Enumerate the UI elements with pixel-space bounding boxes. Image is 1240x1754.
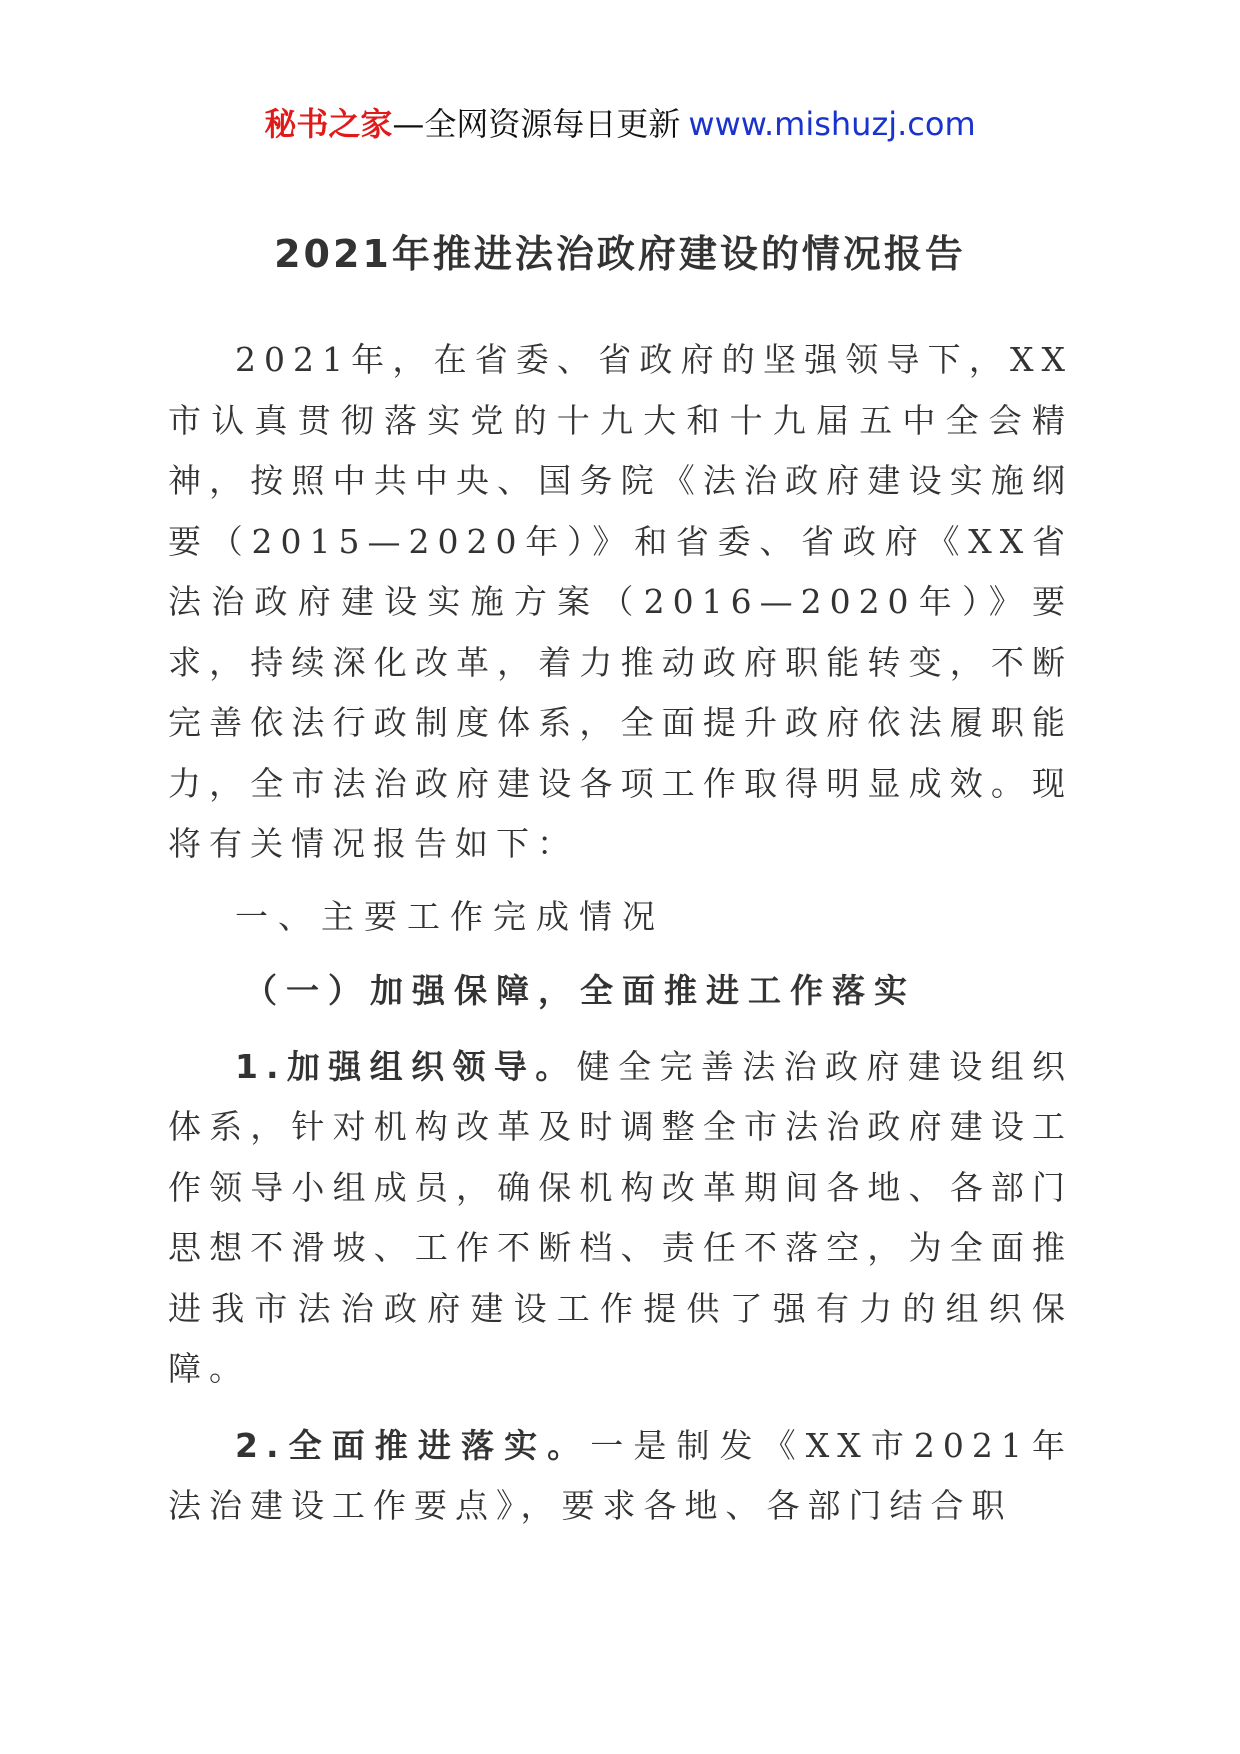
item-2-number: 2. bbox=[235, 1425, 287, 1465]
item-1-text: 健全完善法治政府建设组织体系，针对机构改革及时调整全市法治政府建设工作领导小组成员，确保机构改革期间各地、各部门思想不滑坡、工作不断档、责任不落空，为全面推进我市法治政府建设工作提供了强有力的组织保障。 bbox=[168, 1046, 1074, 1388]
section-heading: 一、主要工作完成情况 bbox=[235, 896, 665, 936]
item-paragraph-1 bbox=[168, 1037, 1073, 1400]
document-body bbox=[168, 330, 1073, 1537]
brand-name: 秘书之家 bbox=[264, 105, 393, 143]
document-title: 2021年推进法治政府建设的情况报告 bbox=[274, 232, 966, 276]
intro-paragraph: 2021年，在省委、省政府的坚强领导下，XX市认真贯彻落实党的十九大和十九届五中全会精神，按照中共中央、国务院《法治政府建设实施纲要（2015—2020年）》和省委、省政府《XX省法治政府建设实施方案（2016—2020年）》要求，持续深化改革，着力推动政府职能转变，不断完善依法行政制度体系，全面提升政府依法履职能力，全市法治政府建设各项工作取得明显成效。现将有关情况报告如下： bbox=[168, 340, 1073, 863]
banner-tagline: —全网资源每日更新 bbox=[392, 105, 681, 143]
site-url-link[interactable]: www.mishuzj.com bbox=[688, 105, 976, 143]
item-1-lead: 加强组织领导。 bbox=[286, 1046, 577, 1086]
item-paragraph-2 bbox=[168, 1416, 1073, 1537]
item-2-text: 一是制发《XX市2021年法治建设工作要点》，要求各地、各部门结合职 bbox=[168, 1425, 1073, 1525]
site-banner bbox=[0, 100, 1240, 148]
item-1-number: 1. bbox=[235, 1046, 287, 1086]
subsection-heading: （一）加强保障，全面推进工作落实 bbox=[244, 970, 916, 1010]
item-2-lead: 全面推进落实。 bbox=[286, 1425, 591, 1465]
